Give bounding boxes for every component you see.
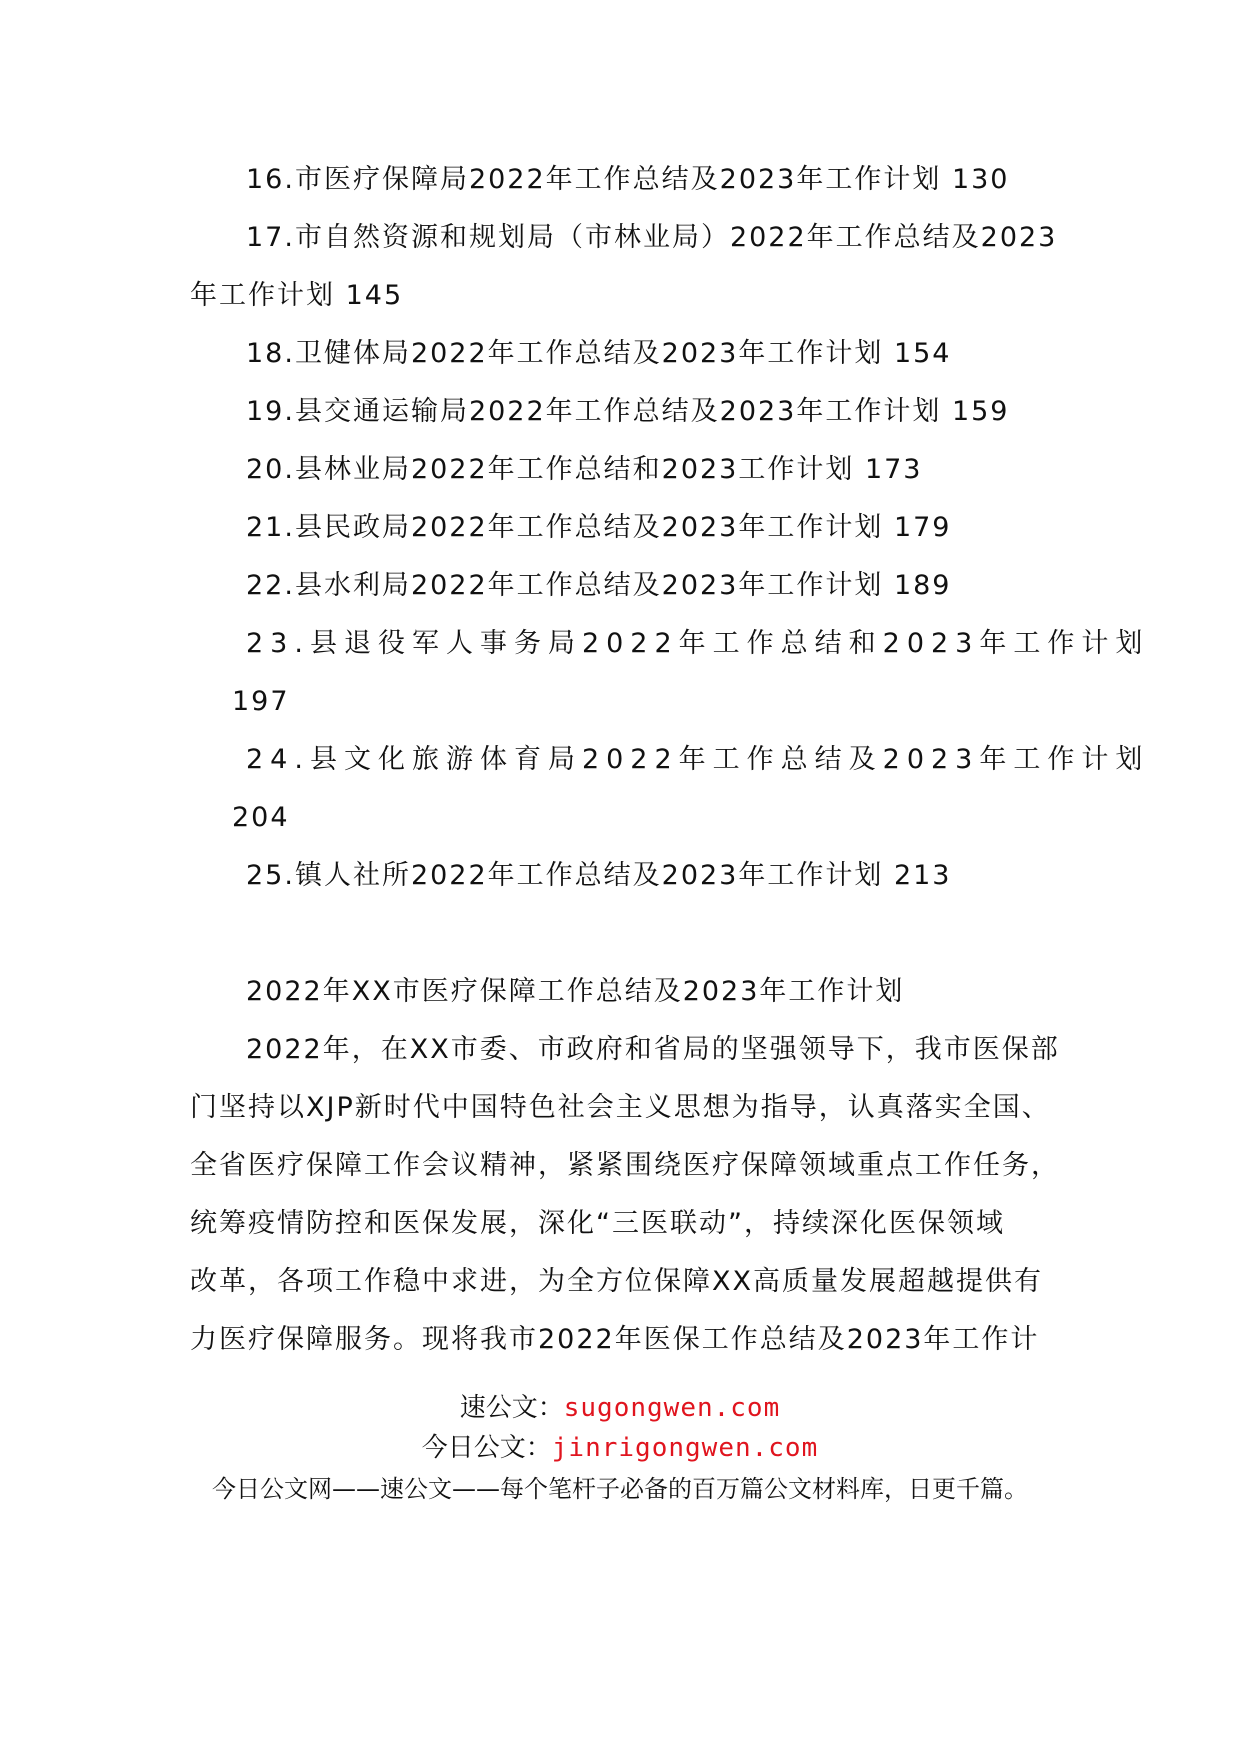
footer-sugongwen	[0, 1390, 1240, 1426]
toc-item-20: 20.县林业局2022年工作总结和2023工作计划 173	[246, 454, 923, 485]
toc-item-24-line1: 24.县文化旅游体育局2022年工作总结及2023年工作计划	[246, 744, 1150, 775]
footer-jinrigongwen-link[interactable]: jinrigongwen.com	[551, 1433, 819, 1463]
toc-item-22: 22.县水利局2022年工作总结及2023年工作计划 189	[246, 570, 952, 601]
footer-sugongwen-link[interactable]: sugongwen.com	[563, 1393, 781, 1423]
toc-item-23-line2: 197	[232, 686, 290, 717]
footer-jinrigongwen-label: 今日公文：	[421, 1433, 552, 1463]
article-line-2: 门坚持以XJP新时代中国特色社会主义思想为指导，认真落实全国、	[190, 1092, 1051, 1123]
toc-item-17-line1: 17.市自然资源和规划局（市林业局）2022年工作总结及2023	[246, 222, 1058, 253]
article-line-4: 统筹疫情防控和医保发展，深化“三医联动”，持续深化医保领域	[190, 1208, 1005, 1239]
toc-item-25: 25.镇人社所2022年工作总结及2023年工作计划 213	[246, 860, 952, 891]
footer-sugongwen-label: 速公文：	[459, 1393, 564, 1423]
toc-item-18: 18.卫健体局2022年工作总结及2023年工作计划 154	[246, 338, 952, 369]
toc-item-24-line2: 204	[232, 802, 290, 833]
article-line-6: 力医疗保障服务。现将我市2022年医保工作总结及2023年工作计	[190, 1324, 1040, 1355]
article-line-1: 2022年，在XX市委、市政府和省局的坚强领导下，我市医保部	[246, 1034, 1060, 1065]
article-title: 2022年XX市医疗保障工作总结及2023年工作计划	[246, 976, 905, 1007]
toc-item-16: 16.市医疗保障局2022年工作总结及2023年工作计划 130	[246, 164, 1010, 195]
toc-item-19: 19.县交通运输局2022年工作总结及2023年工作计划 159	[246, 396, 1010, 427]
toc-item-23-line1: 23.县退役军人事务局2022年工作总结和2023年工作计划	[246, 628, 1150, 659]
footer-tagline: 今日公文网——速公文——每个笔杆子必备的百万篇公文材料库，日更千篇。	[212, 1475, 1028, 1503]
toc-item-21: 21.县民政局2022年工作总结及2023年工作计划 179	[246, 512, 952, 543]
toc-item-17-line2: 年工作计划 145	[190, 280, 404, 311]
article-line-5: 改革，各项工作稳中求进，为全方位保障XX高质量发展超越提供有	[190, 1266, 1043, 1297]
footer-jinrigongwen	[0, 1430, 1240, 1466]
article-line-3: 全省医疗保障工作会议精神，紧紧围绕医疗保障领域重点工作任务，	[190, 1150, 1060, 1181]
